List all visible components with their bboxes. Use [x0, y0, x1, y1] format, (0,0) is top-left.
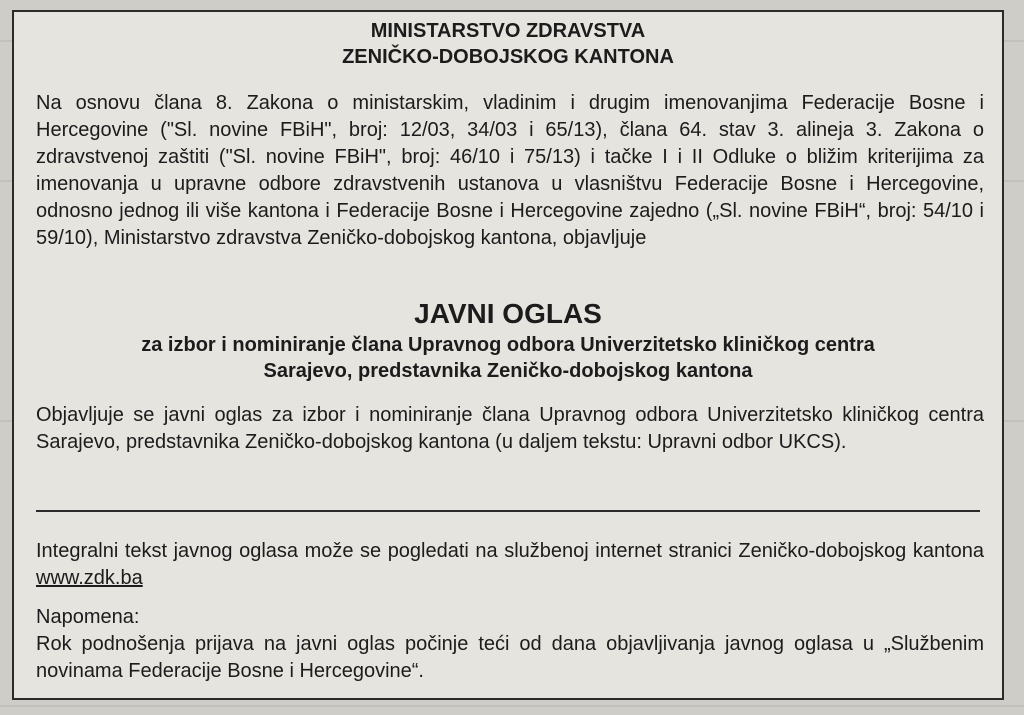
body-paragraph: Objavljuje se javni oglas za izbor i nominiranje člana Upravnog odbora Univerzitetsko kliničkog centra Sarajevo, predstavnika Zeničko-dobojskog kantona (u daljem tekstu: Upravni odbor UKCS). [36, 404, 984, 453]
public-notice-box [12, 10, 1004, 700]
integral-text-paragraph [36, 538, 984, 592]
subtitle-line-1: za izbor i nominiranje člana Upravnog odbora Univerzitetsko kliničkog centra [141, 334, 875, 356]
note-text: Rok podnošenja prijava na javni oglas počinje teći od dana objavljivanja javnog oglasa u „Službenim novinama Federacije Bosne i Hercegovine“. [36, 633, 984, 682]
divider [36, 510, 980, 512]
note-label: Napomena: [36, 606, 140, 628]
header-line-2: ZENIČKO-DOBOJSKOG KANTONA [342, 46, 674, 68]
header-line-1: MINISTARSTVO ZDRAVSTVA [370, 20, 646, 42]
website-link[interactable]: www.zdk.ba [36, 567, 143, 589]
ministry-header [14, 18, 1002, 70]
subtitle-line-2: Sarajevo, predstavnika Zeničko-dobojskog kantona [263, 360, 753, 382]
intro-paragraph: Na osnovu člana 8. Zakona o ministarskim, vladinim i drugim imenovanjima Federacije Bosne i Hercegovine ("Sl. novine FBiH", broj: 12/03, 34/03 i 65/13), člana 64. stav 3. alineja 3. Zakona o zdravstvenoj zaštiti ("Sl. novine FBiH", broj: 46/10 i 75/13) i tačke I i II Odluke o bližim kriterijima za imenovanja u upravne odbore zdravstvenih ustanova u vlasništvu Federacije Bosne i Hercegovine, odnosno jednog ili više kantona i Federacije Bosne i Hercegovine zajedno („Sl. novine FBiH“, broj: 54/10 i 59/10), Ministarstvo zdravstva Zeničko-dobojskog kantona, objavljuje [36, 92, 984, 249]
integral-text: Integralni tekst javnog oglasa može se pogledati na službenoj internet stranici Zeničko-dobojskog kantona [36, 540, 984, 562]
notice-subtitle [14, 332, 1002, 384]
notice-title: JAVNI OGLAS [414, 298, 602, 329]
